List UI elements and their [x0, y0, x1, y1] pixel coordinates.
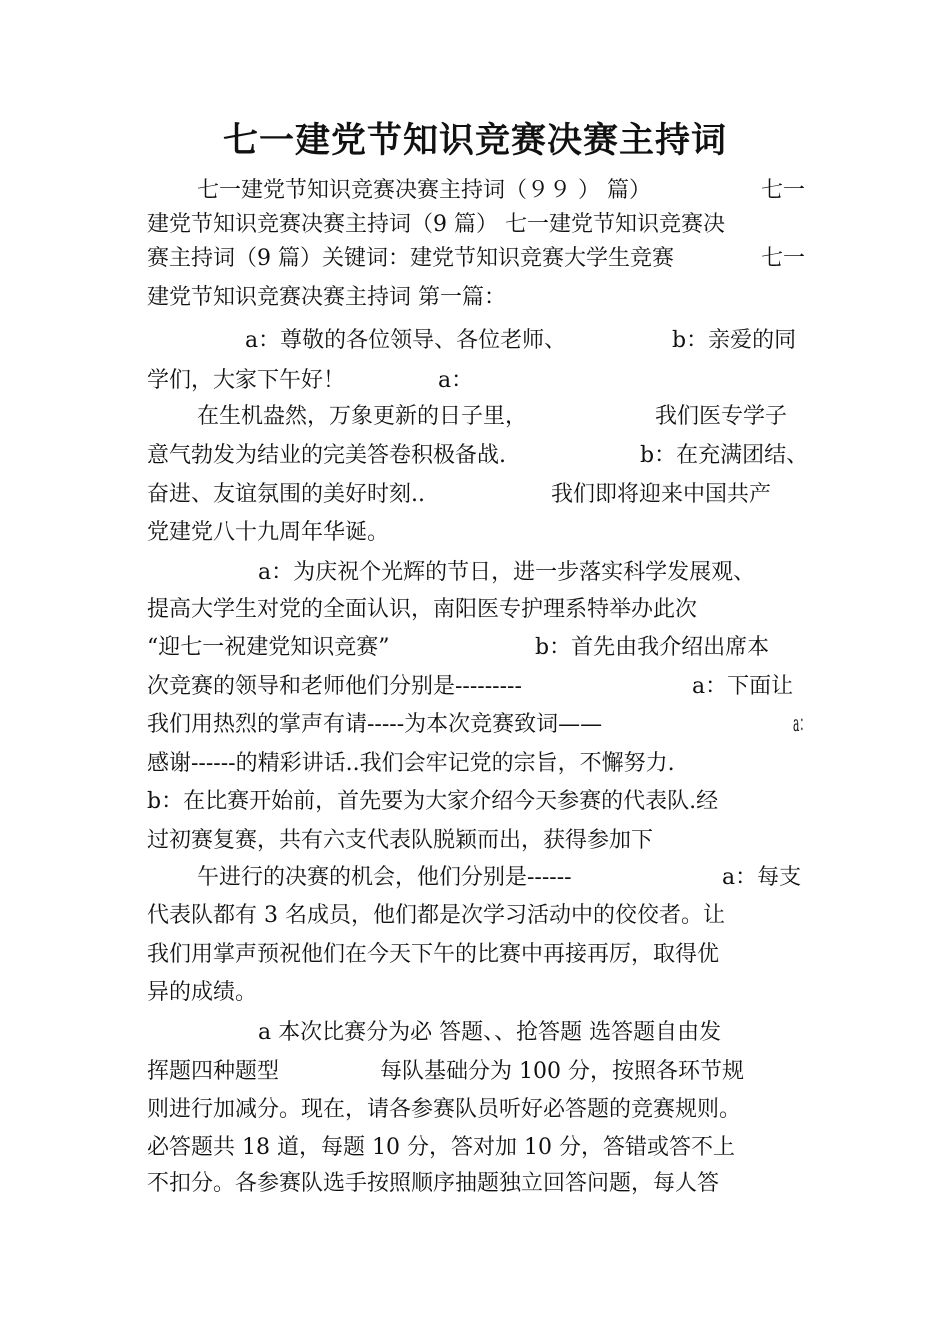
text-segment: 次竞赛的领导和老师他们分别是--------- [147, 674, 522, 699]
text-line [0, 783, 950, 821]
text-segment: 七一建党节知识竞赛决赛主持词（９９ ） 篇） [197, 178, 651, 203]
text-line [0, 206, 950, 244]
text-line [0, 1091, 950, 1129]
text-segment: b：首先由我介绍出席本 [535, 635, 770, 660]
text-line [0, 936, 950, 974]
text-line [0, 279, 950, 317]
text-segment: a： [793, 712, 811, 737]
text-line [0, 322, 950, 360]
text-segment: a：每支 [722, 865, 802, 890]
text-segment: 挥题四种题型 [147, 1059, 280, 1084]
text-segment: 我们用掌声预祝他们在今天下午的比赛中再接再厉，取得优 [147, 942, 720, 967]
text-segment: 我们即将迎来中国共产 [551, 482, 772, 507]
text-line [0, 591, 950, 629]
text-line [0, 706, 950, 744]
text-line [0, 437, 950, 475]
text-segment: a： [438, 368, 474, 393]
text-line [0, 172, 950, 210]
text-segment: 代表队都有 3 名成员，他们都是次学习活动中的佼佼者。让 [147, 903, 725, 928]
text-segment: 提高大学生对党的全面认识，南阳医专护理系特举办此次 [147, 597, 698, 622]
text-line [0, 668, 950, 706]
text-segment: 七一 [761, 178, 806, 203]
text-line [0, 514, 950, 552]
text-line [0, 745, 950, 783]
text-line [0, 1129, 950, 1167]
text-line [0, 240, 950, 278]
text-segment: 每队基础分为 100 分，按照各环节规 [380, 1059, 744, 1084]
text-segment: a 本次比赛分为必 答题、、抢答题 选答题自由发 [258, 1020, 722, 1045]
text-segment: 学们，大家下午好！ [147, 368, 346, 393]
text-line [0, 859, 950, 897]
text-line [0, 897, 950, 935]
text-segment: 则进行加减分。现在，请各参赛队员听好必答题的竞赛规则。 [147, 1097, 742, 1122]
text-segment: 奋进、友谊氛围的美好时刻.. [147, 482, 425, 507]
text-line [0, 974, 950, 1012]
document-title: 七一建党节知识竞赛决赛主持词 [222, 121, 727, 161]
text-segment: 过初赛复赛，共有六支代表队脱颖而出，获得参加下 [147, 828, 654, 853]
text-segment: 不扣分。各参赛队选手按照顺序抽题独立回答问题，每人答 [147, 1171, 720, 1196]
text-segment: a：为庆祝个光辉的节日，进一步落实科学发展观、 [258, 560, 756, 585]
text-line [0, 476, 950, 514]
text-line [0, 629, 950, 667]
text-segment: 意气勃发为结业的完美答卷积极备战. [147, 443, 506, 468]
text-segment: 在生机盎然，万象更新的日子里， [197, 404, 528, 429]
text-line [0, 398, 950, 436]
text-line [0, 1053, 950, 1091]
text-segment: 七一 [761, 246, 806, 271]
text-segment: 我们用热烈的掌声有请-----为本次竞赛致词—— [147, 712, 603, 737]
text-line [0, 362, 950, 400]
text-segment: “迎七一祝建党知识竞赛” [147, 635, 390, 660]
text-segment: 党建党八十九周年华诞。 [147, 520, 390, 545]
text-line [0, 554, 950, 592]
text-segment: b：在充满团结、 [640, 443, 809, 468]
text-segment: 建党节知识竞赛决赛主持词 第一篇： [147, 285, 506, 310]
text-line [0, 822, 950, 860]
text-segment: 感谢------的精彩讲话..我们会牢记党的宗旨，不懈努力. [147, 751, 675, 776]
text-segment: a：下面让 [692, 674, 794, 699]
text-segment: 赛主持词（9 篇）关键词：建党节知识竞赛大学生竞赛 [147, 246, 674, 271]
text-segment: 异的成绩。 [147, 980, 258, 1005]
text-segment: 我们医专学子 [655, 404, 788, 429]
text-segment: 必答题共 18 道，每题 10 分，答对加 10 分，答错或答不上 [147, 1135, 735, 1160]
text-segment: a：尊敬的各位领导、各位老师、 [245, 328, 567, 353]
text-segment: b：在比赛开始前，首先要为大家介绍今天参赛的代表队.经 [147, 789, 719, 814]
text-line [0, 1014, 950, 1052]
text-segment: 午进行的决赛的机会，他们分别是------ [197, 865, 572, 890]
text-segment: b：亲爱的同 [672, 328, 797, 353]
text-segment: 建党节知识竞赛决赛主持词（9 篇） 七一建党节知识竞赛决 [147, 212, 725, 237]
text-line [0, 1165, 950, 1203]
